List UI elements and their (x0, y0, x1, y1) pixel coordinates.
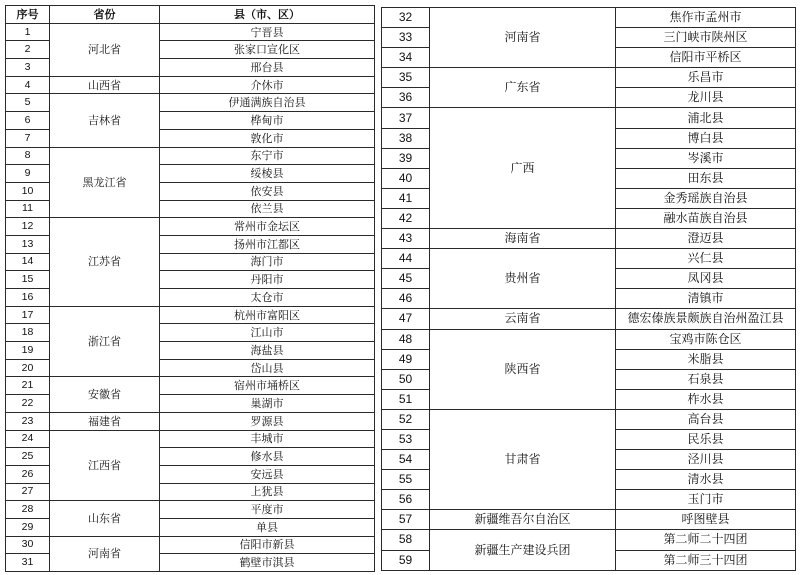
row-number: 7 (6, 129, 50, 147)
county-cell: 龙川县 (616, 88, 796, 108)
county-cell: 石泉县 (616, 369, 796, 389)
table-row (6, 430, 375, 448)
county-cell: 伊通满族自治县 (160, 94, 375, 112)
row-number: 4 (6, 76, 50, 94)
row-number: 8 (6, 147, 50, 165)
county-cell: 鹤壁市淇县 (160, 554, 375, 572)
row-number: 14 (6, 253, 50, 271)
row-number: 22 (6, 395, 50, 413)
row-number: 24 (6, 430, 50, 448)
county-cell: 太仓市 (160, 289, 375, 307)
row-number: 28 (6, 501, 50, 519)
row-number: 56 (382, 490, 430, 510)
row-number: 42 (382, 208, 430, 228)
county-cell: 澄迈县 (616, 229, 796, 249)
county-cell: 罗源县 (160, 412, 375, 430)
county-cell: 上犹县 (160, 483, 375, 501)
province-cell: 广西 (430, 108, 616, 229)
row-number: 57 (382, 510, 430, 530)
province-cell: 新疆维吾尔自治区 (430, 510, 616, 530)
row-number: 47 (382, 309, 430, 329)
row-number: 16 (6, 289, 50, 307)
county-cell: 博白县 (616, 128, 796, 148)
province-cell: 福建省 (50, 412, 160, 430)
row-number: 29 (6, 518, 50, 536)
header-seq: 序号 (6, 6, 50, 24)
county-cell: 宿州市埇桥区 (160, 377, 375, 395)
province-cell: 河南省 (430, 8, 616, 68)
county-cell: 杭州市富阳区 (160, 306, 375, 324)
row-number: 11 (6, 200, 50, 218)
province-cell: 云南省 (430, 309, 616, 329)
row-number: 6 (6, 112, 50, 130)
row-number: 46 (382, 289, 430, 309)
county-cell: 米脂县 (616, 349, 796, 369)
table-row (6, 147, 375, 165)
county-table-right (381, 7, 796, 571)
row-number: 21 (6, 377, 50, 395)
county-cell: 依安县 (160, 182, 375, 200)
county-cell: 安远县 (160, 465, 375, 483)
table-row (382, 409, 796, 429)
row-number: 27 (6, 483, 50, 501)
row-number: 18 (6, 324, 50, 342)
table-body-left (6, 23, 375, 571)
county-cell: 兴仁县 (616, 249, 796, 269)
row-number: 41 (382, 188, 430, 208)
table-row (382, 510, 796, 530)
table-row (382, 329, 796, 349)
province-cell: 贵州省 (430, 249, 616, 309)
table-row (382, 249, 796, 269)
county-cell: 依兰县 (160, 200, 375, 218)
row-number: 1 (6, 23, 50, 41)
table-row (382, 68, 796, 88)
row-number: 50 (382, 369, 430, 389)
table-row (6, 94, 375, 112)
row-number: 39 (382, 148, 430, 168)
county-cell: 浦北县 (616, 108, 796, 128)
row-number: 38 (382, 128, 430, 148)
county-cell: 张家口宣化区 (160, 41, 375, 59)
county-cell: 焦作市孟州市 (616, 8, 796, 28)
table-row (6, 536, 375, 554)
county-cell: 三门峡市陕州区 (616, 28, 796, 48)
table-row (382, 229, 796, 249)
province-cell: 河南省 (50, 536, 160, 571)
row-number: 53 (382, 429, 430, 449)
province-cell: 陕西省 (430, 329, 616, 409)
county-cell: 融水苗族自治县 (616, 208, 796, 228)
table-row (6, 306, 375, 324)
province-cell: 吉林省 (50, 94, 160, 147)
row-number: 35 (382, 68, 430, 88)
table-row (382, 309, 796, 329)
row-number: 19 (6, 342, 50, 360)
row-number: 44 (382, 249, 430, 269)
table-row (6, 412, 375, 430)
county-cell: 单县 (160, 518, 375, 536)
row-number: 48 (382, 329, 430, 349)
county-cell: 玉门市 (616, 490, 796, 510)
row-number: 17 (6, 306, 50, 324)
county-cell: 宝鸡市陈仓区 (616, 329, 796, 349)
county-cell: 田东县 (616, 168, 796, 188)
table-row (382, 530, 796, 550)
row-number: 37 (382, 108, 430, 128)
table-row (382, 8, 796, 28)
table-row (6, 76, 375, 94)
province-cell: 江苏省 (50, 218, 160, 306)
county-cell: 江山市 (160, 324, 375, 342)
row-number: 5 (6, 94, 50, 112)
row-number: 33 (382, 28, 430, 48)
row-number: 54 (382, 450, 430, 470)
province-cell: 黑龙江省 (50, 147, 160, 218)
county-cell: 宁晋县 (160, 23, 375, 41)
row-number: 26 (6, 465, 50, 483)
row-number: 31 (6, 554, 50, 572)
county-cell: 清镇市 (616, 289, 796, 309)
province-cell: 山西省 (50, 76, 160, 94)
row-number: 45 (382, 269, 430, 289)
table-row (6, 23, 375, 41)
row-number: 36 (382, 88, 430, 108)
table-row (382, 108, 796, 128)
row-number: 59 (382, 550, 430, 570)
county-cell: 绥棱县 (160, 165, 375, 183)
county-cell: 巢湖市 (160, 395, 375, 413)
county-cell: 扬州市江都区 (160, 235, 375, 253)
county-cell: 德宏傣族景颇族自治州盈江县 (616, 309, 796, 329)
county-cell: 平度市 (160, 501, 375, 519)
county-cell: 乐昌市 (616, 68, 796, 88)
table-row (6, 218, 375, 236)
county-cell: 海盐县 (160, 342, 375, 360)
table-row (6, 377, 375, 395)
row-number: 9 (6, 165, 50, 183)
province-cell: 江西省 (50, 430, 160, 501)
county-cell: 金秀瑶族自治县 (616, 188, 796, 208)
county-cell: 泾川县 (616, 450, 796, 470)
county-table-left (5, 5, 375, 572)
county-cell: 清水县 (616, 470, 796, 490)
row-number: 34 (382, 48, 430, 68)
county-cell: 第二师二十四团 (616, 530, 796, 550)
county-cell: 常州市金坛区 (160, 218, 375, 236)
county-cell: 桦甸市 (160, 112, 375, 130)
county-cell: 第二师三十四团 (616, 550, 796, 570)
table-body-right (382, 8, 796, 571)
county-cell: 敦化市 (160, 129, 375, 147)
county-cell: 信阳市新县 (160, 536, 375, 554)
province-cell: 安徽省 (50, 377, 160, 412)
table-row (6, 501, 375, 519)
county-cell: 信阳市平桥区 (616, 48, 796, 68)
header-county: 县（市、区） (160, 6, 375, 24)
county-cell: 岑溪市 (616, 148, 796, 168)
county-cell: 邢台县 (160, 59, 375, 77)
province-cell: 新疆生产建设兵团 (430, 530, 616, 570)
province-cell: 山东省 (50, 501, 160, 536)
county-cell: 丹阳市 (160, 271, 375, 289)
county-cell: 柞水县 (616, 389, 796, 409)
row-number: 58 (382, 530, 430, 550)
table-header-row (6, 6, 375, 24)
row-number: 12 (6, 218, 50, 236)
province-cell: 河北省 (50, 23, 160, 76)
province-cell: 浙江省 (50, 306, 160, 377)
county-cell: 凤冈县 (616, 269, 796, 289)
province-cell: 海南省 (430, 229, 616, 249)
county-cell: 丰城市 (160, 430, 375, 448)
row-number: 20 (6, 359, 50, 377)
province-cell: 甘肃省 (430, 409, 616, 509)
county-cell: 东宁市 (160, 147, 375, 165)
row-number: 13 (6, 235, 50, 253)
row-number: 30 (6, 536, 50, 554)
row-number: 49 (382, 349, 430, 369)
province-cell: 广东省 (430, 68, 616, 108)
county-cell: 介休市 (160, 76, 375, 94)
county-cell: 高台县 (616, 409, 796, 429)
row-number: 52 (382, 409, 430, 429)
county-cell: 岱山县 (160, 359, 375, 377)
row-number: 55 (382, 470, 430, 490)
row-number: 15 (6, 271, 50, 289)
header-province: 省份 (50, 6, 160, 24)
county-cell: 海门市 (160, 253, 375, 271)
row-number: 3 (6, 59, 50, 77)
county-cell: 民乐县 (616, 429, 796, 449)
county-cell: 呼图壁县 (616, 510, 796, 530)
row-number: 40 (382, 168, 430, 188)
row-number: 43 (382, 229, 430, 249)
row-number: 23 (6, 412, 50, 430)
row-number: 25 (6, 448, 50, 466)
row-number: 32 (382, 8, 430, 28)
row-number: 10 (6, 182, 50, 200)
county-cell: 修水县 (160, 448, 375, 466)
row-number: 2 (6, 41, 50, 59)
row-number: 51 (382, 389, 430, 409)
